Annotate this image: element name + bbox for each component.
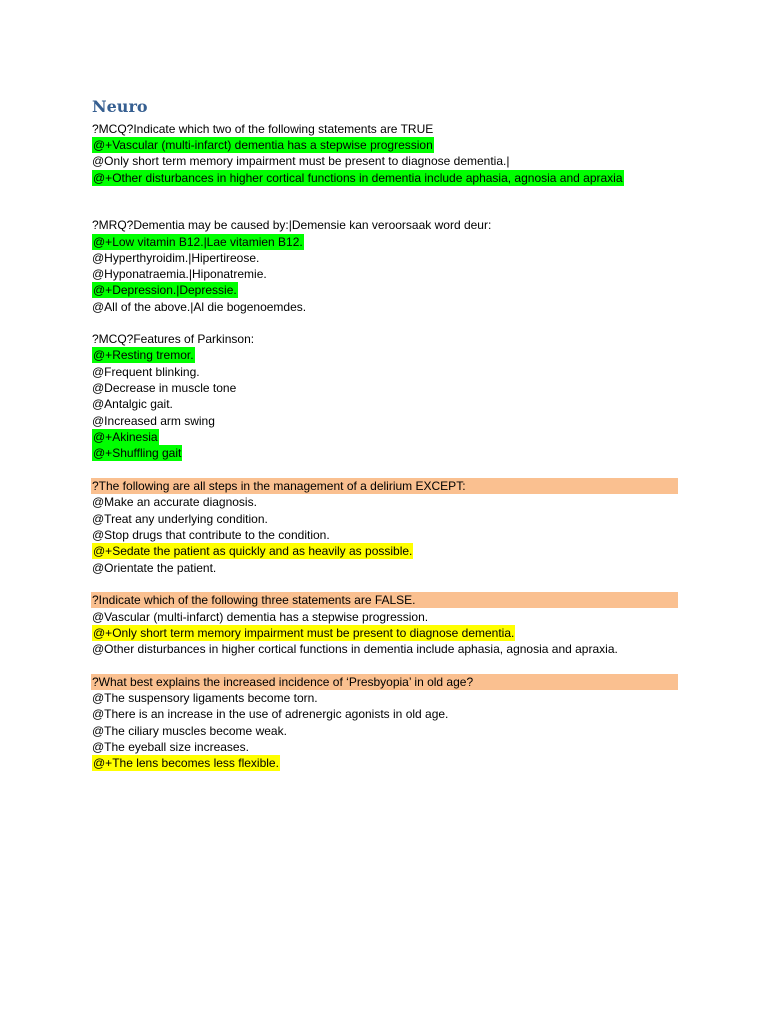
question-stem: ?MCQ?Features of Parkinson: [92, 332, 255, 346]
answer-option: @The ciliary muscles become weak. [92, 724, 287, 738]
highlight: @+Resting tremor. [93, 348, 194, 362]
question-stem-band: ?The following are all steps in the management of a delirium EXCEPT: [91, 478, 678, 494]
question-stem: ?MRQ?Dementia may be caused by:|Demensie kan veroorsaak word deur: [92, 218, 492, 232]
answer-option-correct [92, 282, 238, 298]
answer-option: @There is an increase in the use of adrenergic agonists in old age. [92, 707, 449, 721]
answer-option: @All of the above.|Al die bogenoemdes. [92, 300, 307, 314]
highlight: @+Sedate the patient as quickly and as heavily as possible. [93, 544, 413, 558]
answer-option: @Decrease in muscle tone [92, 381, 237, 395]
answer-option: @The suspensory ligaments become torn. [92, 691, 318, 705]
answer-option: @Increased arm swing [92, 414, 215, 428]
answer-option-correct [92, 137, 434, 153]
highlight: @+Vascular (multi-infarct) dementia has a stepwise progression [93, 138, 433, 152]
highlight: @+Shuffling gait [93, 446, 182, 460]
answer-option-correct [92, 170, 624, 186]
question-stem-band: ?What best explains the increased incidence of ‘Presbyopia’ in old age? [91, 674, 678, 690]
answer-option: @Stop drugs that contribute to the condition. [92, 528, 330, 542]
answer-option: @Orientate the patient. [92, 561, 217, 575]
answer-option: @Frequent blinking. [92, 365, 200, 379]
highlight: @+Depression.|Depressie. [93, 283, 237, 297]
answer-option-correct [92, 755, 280, 771]
answer-option: @Antalgic gait. [92, 397, 173, 411]
highlight: @+Other disturbances in higher cortical functions in dementia include aphasia, agnosia and apraxia [93, 171, 623, 185]
question-stem: ?MCQ?Indicate which two of the following statements are TRUE [92, 122, 434, 136]
answer-option-correct [92, 445, 182, 461]
answer-option: @Hyponatraemia.|Hiponatremie. [92, 267, 267, 281]
answer-option-correct [92, 347, 195, 363]
answer-option: @Hyperthyroidim.|Hipertireose. [92, 251, 260, 265]
highlight: @+The lens becomes less flexible. [93, 756, 279, 770]
answer-option: @Other disturbances in higher cortical functions in dementia include aphasia, agnosia and apraxia. [92, 642, 618, 656]
answer-option: @Treat any underlying condition. [92, 512, 268, 526]
answer-option: @Vascular (multi-infarct) dementia has a stepwise progression. [92, 610, 429, 624]
answer-option: @The eyeball size increases. [92, 740, 249, 754]
answer-option: @Make an accurate diagnosis. [92, 495, 257, 509]
question-stem-band: ?Indicate which of the following three statements are FALSE. [91, 592, 678, 608]
answer-option: @Only short term memory impairment must be present to diagnose dementia.| [92, 154, 510, 168]
answer-option-correct [92, 234, 304, 250]
answer-option-correct [92, 429, 159, 445]
section-heading: Neuro [92, 97, 148, 116]
highlight: @+Only short term memory impairment must be present to diagnose dementia. [93, 626, 515, 640]
answer-option-correct [92, 543, 413, 559]
answer-option-correct [92, 625, 515, 641]
highlight: @+Akinesia [93, 430, 158, 444]
highlight: @+Low vitamin B12.|Lae vitamien B12. [93, 235, 303, 249]
